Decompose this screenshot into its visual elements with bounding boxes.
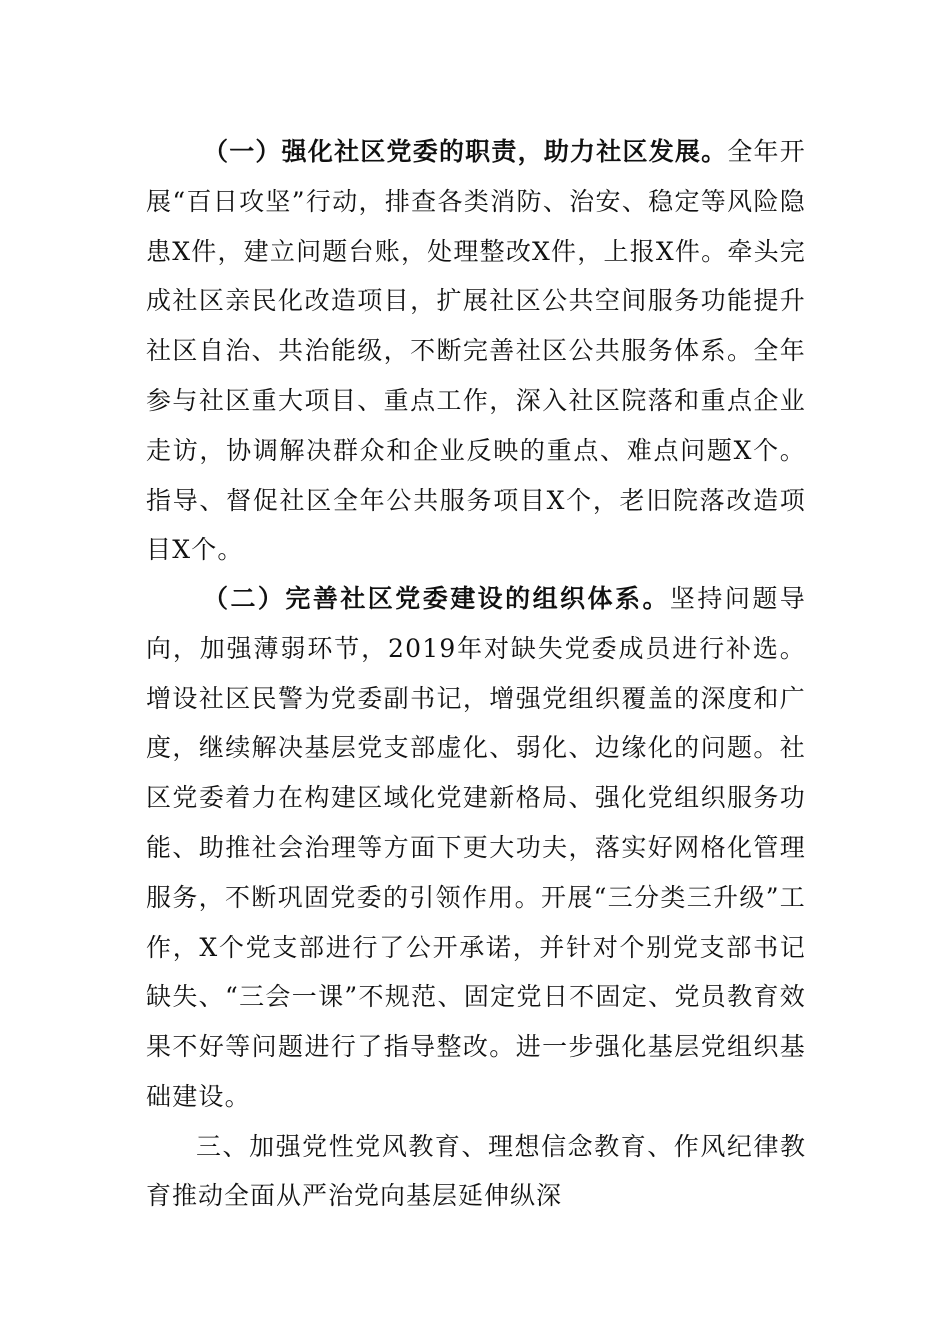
paragraph-section-2: [146, 574, 806, 1122]
section-3-heading: 三、加强党性党风教育、理想信念教育、作风纪律教育推动全面从严治党向基层延伸纵深: [146, 1132, 806, 1210]
paragraph-section-1: [146, 127, 806, 575]
section-1-lead: （一）强化社区党委的职责，助力社区发展。: [203, 137, 728, 166]
section-1-body: 全年开展“百日攻坚”行动，排查各类消防、治安、稳定等风险隐患X件，建立问题台账，处理整改X件，上报X件。牵头完成社区亲民化改造项目，扩展社区公共空间服务功能提升社区自治、共治能级，不断完善社区公共服务体系。全年参与社区重大项目、重点工作，深入社区院落和重点企业走访，协调解决群众和企业反映的重点、难点问题X个。指导、督促社区全年公共服务项目X个，老旧院落改造项目X个。: [146, 137, 806, 565]
section-2-body: 坚持问题导向，加强薄弱环节，2019年对缺失党委成员进行补选。增设社区民警为党委副书记，增强党组织覆盖的深度和广度，继续解决基层党支部虚化、弱化、边缘化的问题。社区党委着力在构建区域化党建新格局、强化党组织服务功能、助推社会治理等方面下更大功夫，落实好网格化管理服务，不断巩固党委的引领作用。开展“三分类三升级”工作，X个党支部进行了公开承诺，并针对个别党支部书记缺失、“三会一课”不规范、固定党日不固定、党员教育效果不好等问题进行了指导整改。进一步强化基层党组织基础建设。: [146, 584, 806, 1111]
section-2-lead: （二）完善社区党委建设的组织体系。: [203, 584, 670, 613]
